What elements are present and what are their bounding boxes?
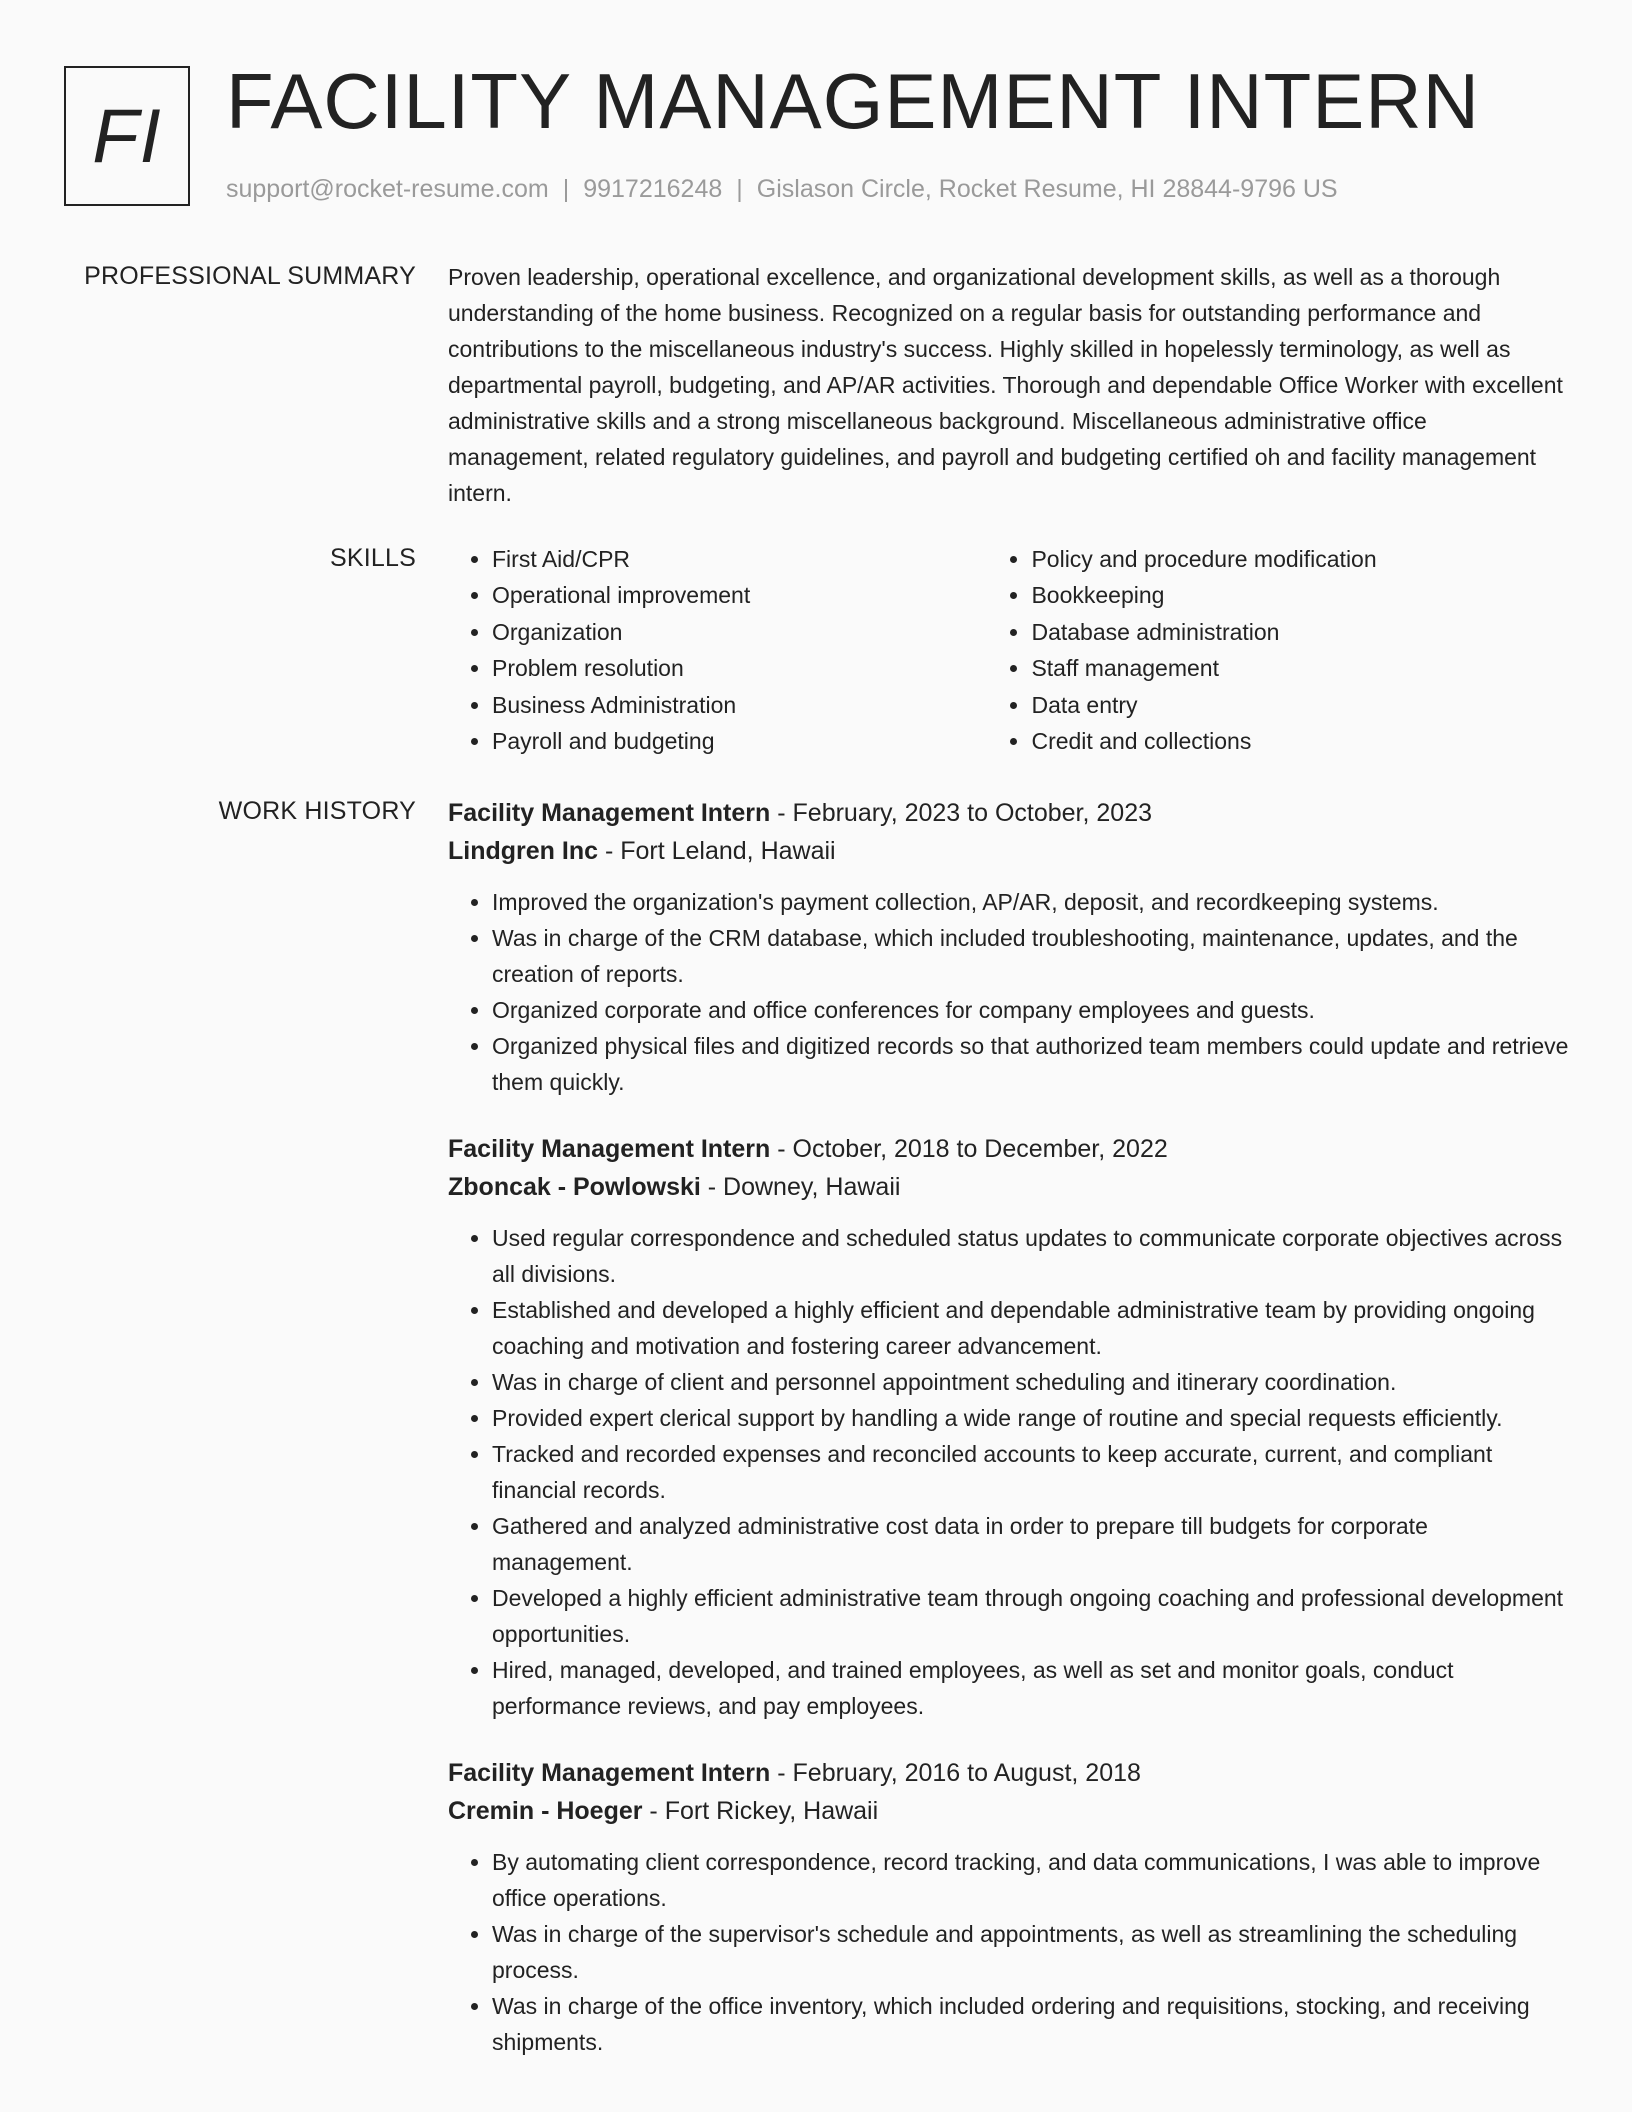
job-title: Facility Management Intern (448, 799, 771, 827)
job-dates: - February, 2023 to October, 2023 (770, 799, 1152, 827)
skill-item: • Problem resolution (492, 650, 987, 686)
job-company: Cremin - Hoeger (448, 1797, 643, 1825)
job-title-line (448, 1754, 1570, 1792)
job-bullet: • Hired, managed, developed, and trained employees, as well as set and monitor goals, conduct performance reviews, and pay employees. (492, 1652, 1570, 1724)
job-title-line (448, 794, 1570, 832)
skill-item: • Policy and procedure modification (1031, 541, 1570, 577)
job-bullet: • Established and developed a highly efficient and dependable administrative team by providing ongoing coaching and motivation and fostering career advancement. (492, 1292, 1570, 1364)
job-company: Zboncak - Powlowski (448, 1173, 701, 1201)
monogram-box (64, 66, 190, 206)
summary-text: Proven leadership, operational excellence, and organizational development skills, as well as a thorough understanding of the home business. Recognized on a regular basis for outstanding performance and contributions to the miscellaneous industry's success. Highly skilled in hopelessly terminology, as well as departmental payroll, budgeting, and AP/AR activities. Thorough and dependable Office Worker with excellent administrative skills and a strong miscellaneous background. Miscellaneous administrative office management, related regulatory guidelines, and payroll and budgeting certified oh and facility management intern. (448, 264, 1563, 506)
job-bullets (448, 1844, 1570, 2060)
job-bullet: • Was in charge of the office inventory, which included ordering and requisitions, stocking, and receiving shipments. (492, 1988, 1570, 2060)
job-location: - Fort Leland, Hawaii (598, 837, 836, 865)
skill-item: • Staff management (1031, 650, 1570, 686)
summary-heading: PROFESSIONAL SUMMARY (84, 262, 416, 290)
skill-item: • Credit and collections (1031, 723, 1570, 759)
skill-item: • Database administration (1031, 614, 1570, 650)
job-entry (448, 1754, 1570, 2060)
job-bullet: • Tracked and recorded expenses and reconciled accounts to keep accurate, current, and compliant financial records. (492, 1436, 1570, 1508)
job-title-line (448, 1130, 1570, 1168)
skill-item: • Operational improvement (492, 577, 987, 613)
job-bullet: • Developed a highly efficient administrative team through ongoing coaching and professional development opportunities. (492, 1580, 1570, 1652)
job-title: Facility Management Intern (448, 1135, 771, 1163)
job-company-line (448, 1792, 1570, 1830)
work-history-heading: WORK HISTORY (218, 797, 416, 825)
skill-item: • Business Administration (492, 687, 987, 723)
job-dates: - October, 2018 to December, 2022 (770, 1135, 1168, 1163)
job-bullet: • Improved the organization's payment collection, AP/AR, deposit, and recordkeeping systems. (492, 884, 1570, 920)
contact-separator: | (736, 175, 743, 203)
skill-item: • Payroll and budgeting (492, 723, 987, 759)
job-company-line (448, 832, 1570, 870)
job-dates: - February, 2016 to August, 2018 (770, 1759, 1141, 1787)
job-company: Lindgren Inc (448, 837, 598, 865)
contact-phone: 9917216248 (583, 175, 723, 203)
contact-email: support@rocket-resume.com (226, 175, 549, 203)
job-bullet: • Was in charge of client and personnel appointment scheduling and itinerary coordination. (492, 1364, 1570, 1400)
job-entry (448, 794, 1570, 1100)
skill-item: • Organization (492, 614, 987, 650)
contact-address: Gislason Circle, Rocket Resume, HI 28844-9796 US (756, 175, 1338, 203)
job-bullet: • Organized physical files and digitized records so that authorized team members could update and retrieve them quickly. (492, 1028, 1570, 1100)
job-location: - Downey, Hawaii (700, 1173, 901, 1201)
skills-heading: SKILLS (330, 544, 416, 572)
contact-line (226, 175, 1338, 204)
job-bullet: • By automating client correspondence, record tracking, and data communications, I was able to improve office operations. (492, 1844, 1570, 1916)
job-company-line (448, 1168, 1570, 1206)
contact-separator: | (562, 175, 570, 203)
job-bullets (448, 1220, 1570, 1724)
job-bullet: • Used regular correspondence and scheduled status updates to communicate corporate objectives across all divisions. (492, 1220, 1570, 1292)
skills-list-left (448, 541, 987, 759)
job-bullet: • Provided expert clerical support by handling a wide range of routine and special requests efficiently. (492, 1400, 1570, 1436)
job-entry (448, 1130, 1570, 1724)
candidate-name: FACILITY MANAGEMENT INTERN (226, 57, 1480, 145)
job-bullet: • Was in charge of the supervisor's schedule and appointments, as well as streamlining the scheduling process. (492, 1916, 1570, 1988)
skill-item: • Bookkeeping (1031, 577, 1570, 613)
skill-item: • First Aid/CPR (492, 541, 987, 577)
job-title: Facility Management Intern (448, 1759, 771, 1787)
skills-list-right (987, 541, 1570, 759)
skill-item: • Data entry (1031, 687, 1570, 723)
monogram-initials: FI (92, 93, 162, 179)
job-bullet: • Organized corporate and office conferences for company employees and guests. (492, 992, 1570, 1028)
job-bullet: • Was in charge of the CRM database, which included troubleshooting, maintenance, updates, and the creation of reports. (492, 920, 1570, 992)
job-bullet: • Gathered and analyzed administrative cost data in order to prepare till budgets for corporate management. (492, 1508, 1570, 1580)
job-location: - Fort Rickey, Hawaii (642, 1797, 879, 1825)
job-bullets (448, 884, 1570, 1100)
